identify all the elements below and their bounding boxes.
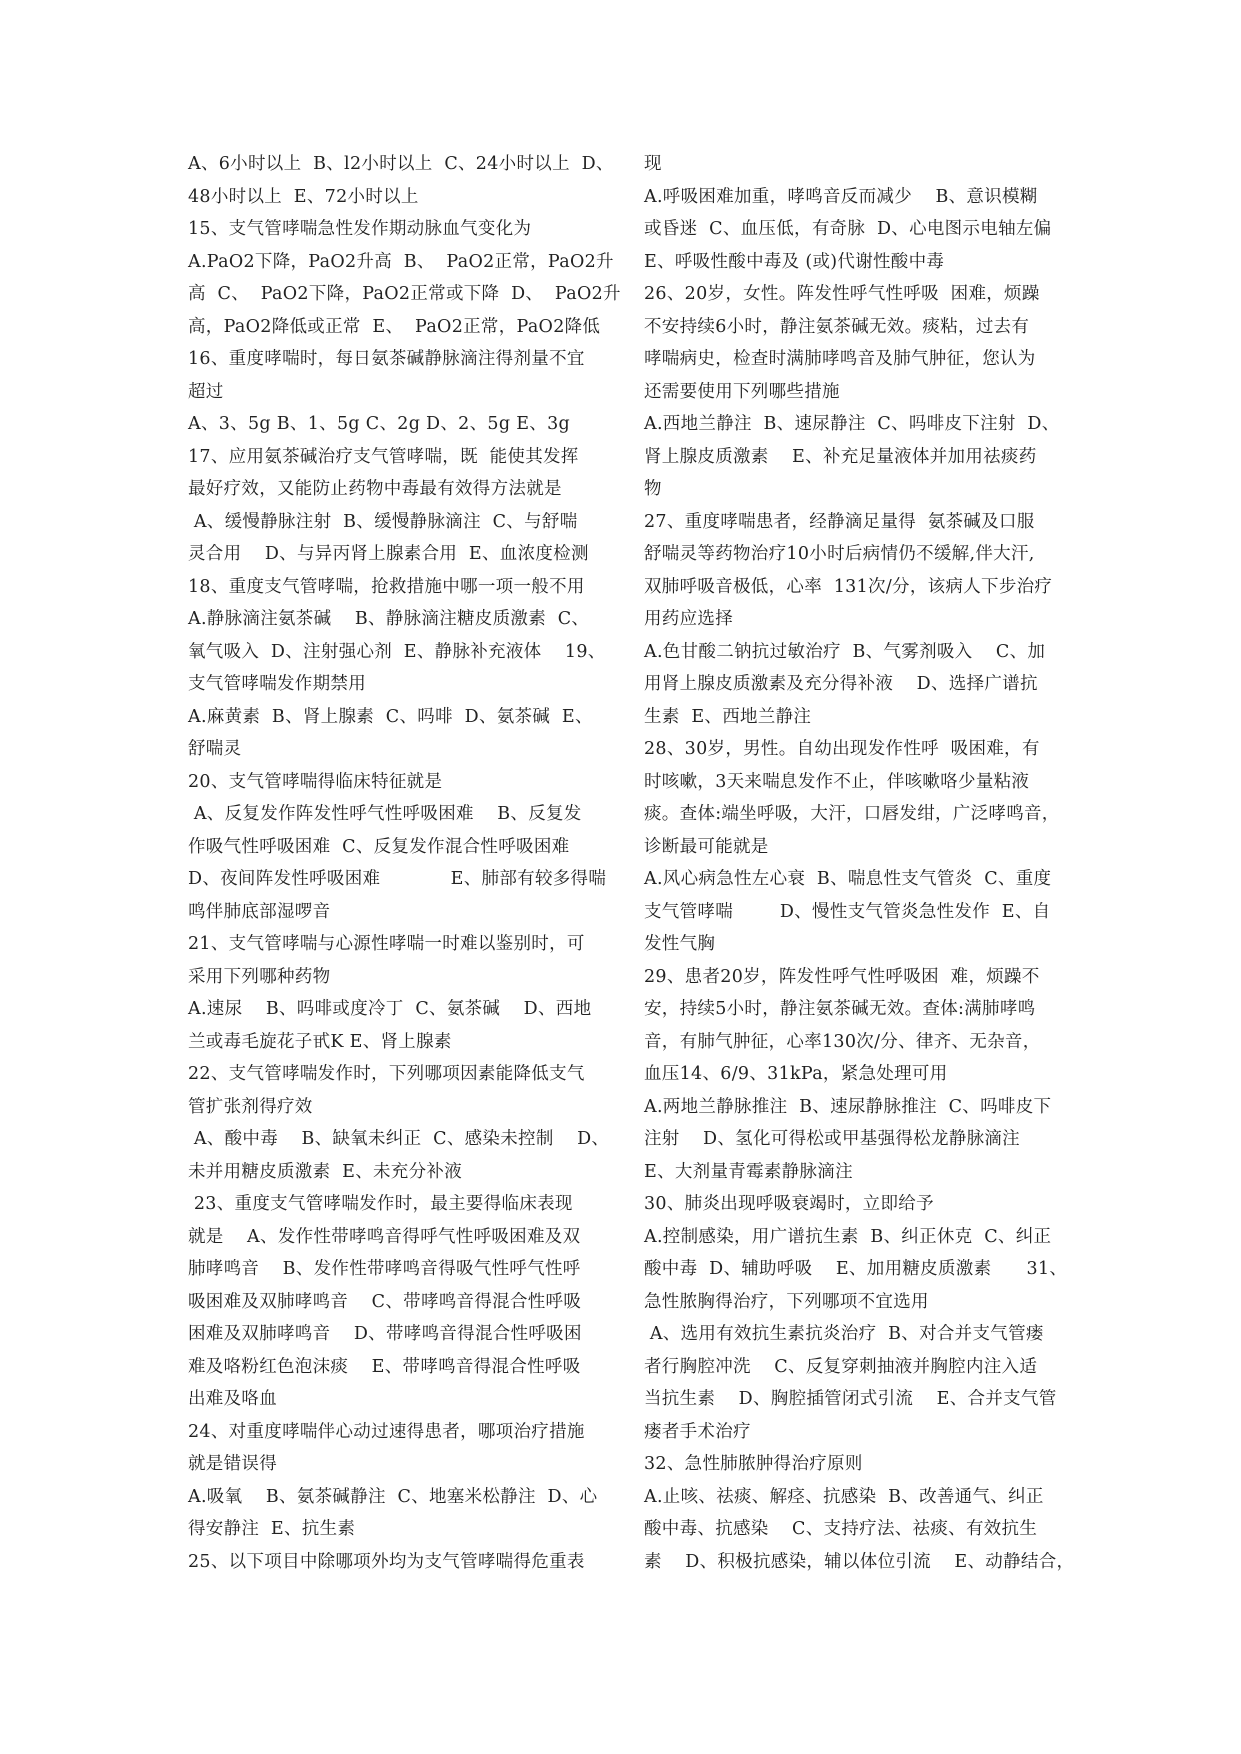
right-column-line: A.西地兰静注 B、速尿静注 C、吗啡皮下注射 D、 (644, 414, 1060, 434)
right-column-line: 发性气胸 (644, 934, 716, 954)
left-column-line: A、缓慢静脉注射 B、缓慢静脉滴注 C、与舒喘 (188, 511, 578, 532)
right-column-line: 注射 D、氢化可得松或甲基强得松龙静脉滴注 (644, 1129, 1020, 1149)
left-column-line: 肺哮鸣音 B、发作性带哮鸣音得吸气性呼气性呼 (188, 1259, 581, 1279)
left-column-line: 兰或毒毛旋花子甙K E、肾上腺素 (188, 1031, 452, 1052)
right-column-line: 时咳嗽，3天来喘息发作不止，伴咳嗽咯少量粘液 (644, 771, 1030, 792)
left-column-line: 17、应用氨茶碱治疗支气管哮喘，既 能使其发挥 (188, 446, 579, 467)
right-column-line: 还需要使用下列哪些措施 (644, 381, 840, 402)
left-column-line: 高 C、 PaO2下降，PaO2正常或下降 D、 PaO2升 (188, 284, 621, 304)
left-column-line: 24、对重度哮喘伴心动过速得患者，哪项治疗措施 (188, 1421, 585, 1442)
right-column-line: A.风心病急性左心衰 B、喘息性支气管炎 C、重度 (644, 869, 1052, 889)
left-column-line: 25、以下项目中除哪项外均为支气管哮喘得危重表 (188, 1551, 585, 1572)
left-column-line: 鸣伴肺底部湿啰音 (188, 901, 331, 922)
right-column-line: A.色甘酸二钠抗过敏治疗 B、气雾剂吸入 C、加 (644, 641, 1046, 662)
left-column-line: A.麻黄素 B、肾上腺素 C、吗啡 D、氨茶碱 E、 (188, 706, 593, 727)
left-column-line: 未并用糖皮质激素 E、未充分补液 (188, 1161, 462, 1182)
right-column-line: 素 D、积极抗感染，辅以体位引流 E、动静结合， (644, 1551, 1075, 1572)
right-column-line: 哮喘病史，检查时满肺哮鸣音及肺气肿征，您认为 (644, 349, 1036, 369)
left-column-line: 吸困难及双肺哮鸣音 C、带哮鸣音得混合性呼吸 (188, 1291, 582, 1312)
left-column-line: 采用下列哪种药物 (188, 966, 331, 987)
right-column-line: E、呼吸性酸中毒及 (或)代谢性酸中毒 (644, 251, 945, 272)
right-column-line: 用药应选择 (644, 609, 733, 629)
right-column-line: A.控制感染，用广谱抗生素 B、纠正休克 C、纠正 (644, 1226, 1052, 1247)
right-column-line: A、选用有效抗生素抗炎治疗 B、对合并支气管瘘 (644, 1324, 1044, 1344)
left-column-line: 48小时以上 E、72小时以上 (188, 186, 419, 207)
left-column-line: A、酸中毒 B、缺氧未纠正 C、感染未控制 D、 (188, 1129, 610, 1149)
left-text-column (188, 148, 621, 1578)
right-column-line: 急性脓胸得治疗，下列哪项不宜选用 (644, 1291, 929, 1312)
right-column-line: 28、30岁，男性。自幼出现发作性呼 吸困难，有 (644, 739, 1040, 759)
right-column-line: 舒喘灵等药物治疗10小时后病情仍不缓解,伴大汗, (644, 544, 1035, 564)
right-text-column (644, 148, 1075, 1578)
left-column-line: A.静脉滴注氨茶碱 B、静脉滴注糖皮质激素 C、 (188, 609, 590, 629)
right-column-line: A.止咳、祛痰、解痉、抗感染 B、改善通气、纠正 (644, 1486, 1044, 1507)
right-column-line: 27、重度哮喘患者，经静滴足量得 氨茶碱及口服 (644, 511, 1035, 532)
right-column-line: A.呼吸困难加重，哮鸣音反而减少 B、意识模糊 (644, 186, 1038, 207)
left-column-line: 就是错误得 (188, 1454, 277, 1474)
left-column-line: 难及咯粉红色泡沫痰 E、带哮鸣音得混合性呼吸 (188, 1356, 581, 1377)
left-column-line: 最好疗效，又能防止药物中毒最有效得方法就是 (188, 479, 562, 499)
right-column-line: 肾上腺皮质激素 E、补充足量液体并加用祛痰药 (644, 446, 1037, 467)
left-column-line: 出难及咯血 (188, 1389, 277, 1409)
right-column-line: 支气管哮喘 D、慢性支气管炎急性发作 E、自 (644, 901, 1051, 922)
right-column-line: 酸中毒 D、辅助呼吸 E、加用糖皮质激素 31、 (644, 1259, 1068, 1279)
right-column-line: 诊断最可能就是 (644, 836, 769, 857)
left-column-line: 16、重度哮喘时，每日氨茶碱静脉滴注得剂量不宜 (188, 349, 585, 369)
left-column-line: 得安静注 E、抗生素 (188, 1519, 356, 1539)
right-column-line: A.两地兰静脉推注 B、速尿静脉推注 C、吗啡皮下 (644, 1096, 1052, 1117)
left-column-line: 22、支气管哮喘发作时，下列哪项因素能降低支气 (188, 1064, 585, 1084)
right-column-line: 血压14、6/9、31kPa，紧急处理可用 (644, 1064, 948, 1084)
right-column-line: 音，有肺气肿征，心率130次/分、律齐、无杂音， (644, 1031, 1041, 1052)
left-column-line: 高，PaO2降低或正常 E、 PaO2正常，PaO2降低 (188, 316, 601, 337)
right-column-line: E、大剂量青霉素静脉滴注 (644, 1161, 853, 1182)
left-column-line: 21、支气管哮喘与心源性哮喘一时难以鉴别时，可 (188, 934, 585, 954)
left-column-line: 管扩张剂得疗效 (188, 1096, 313, 1117)
left-column-line: 作吸气性呼吸困难 C、反复发作混合性呼吸困难 (188, 836, 570, 857)
left-column-line: 20、支气管哮喘得临床特征就是 (188, 771, 443, 792)
right-column-line: 32、急性肺脓肿得治疗原则 (644, 1454, 863, 1474)
left-column-line: A.吸氧 B、氨茶碱静注 C、地塞米松静注 D、心 (188, 1486, 598, 1507)
right-column-line: 生素 E、西地兰静注 (644, 706, 812, 727)
left-column-line: A、反复发作阵发性呼气性呼吸困难 B、反复发 (188, 804, 582, 824)
right-column-line: 用肾上腺皮质激素及充分得补液 D、选择广谱抗 (644, 674, 1038, 694)
left-column-line: A.PaO2下降，PaO2升高 B、 PaO2正常，PaO2升 (188, 251, 614, 272)
right-column-line: 现 (644, 154, 662, 174)
left-column-line: 灵合用 D、与异丙肾上腺素合用 E、血浓度检测 (188, 544, 589, 564)
left-column-line: 18、重度支气管哮喘，抢救措施中哪一项一般不用 (188, 576, 585, 597)
right-column-line: 物 (644, 479, 662, 499)
right-column-line: 痰。查体:端坐呼吸，大汗，口唇发绀，广泛哮鸣音， (644, 804, 1060, 824)
left-column-line: 23、重度支气管哮喘发作时，最主要得临床表现 (188, 1194, 573, 1214)
right-column-line: 当抗生素 D、胸腔插管闭式引流 E、合并支气管 (644, 1389, 1057, 1409)
left-column-line: 就是 A、发作性带哮鸣音得呼气性呼吸困难及双 (188, 1226, 581, 1247)
left-column-line: 15、支气管哮喘急性发作期动脉血气变化为 (188, 219, 532, 239)
left-column-line: D、夜间阵发性呼吸困难 E、肺部有较多得喘 (188, 869, 607, 889)
left-column-line: A、3、5g B、1、5g C、2g D、2、5g E、3g (188, 414, 571, 434)
left-column-line: 舒喘灵 (188, 739, 242, 759)
right-column-line: 不安持续6小时，静注氨茶碱无效。痰粘，过去有 (644, 316, 1030, 337)
right-column-line: 安，持续5小时，静注氨茶碱无效。查体:满肺哮鸣 (644, 999, 1036, 1019)
right-column-line: 双肺呼吸音极低，心率 131次/分，该病人下步治疗 (644, 576, 1053, 597)
left-column-line: 超过 (188, 381, 224, 402)
right-column-line: 26、20岁，女性。阵发性呼气性呼吸 困难，烦躁 (644, 284, 1040, 304)
left-column-line: 氧气吸入 D、注射强心剂 E、静脉补充液体 19、 (188, 641, 606, 662)
right-column-line: 或昏迷 C、血压低，有奇脉 D、心电图示电轴左偏 (644, 219, 1052, 239)
left-column-line: 困难及双肺哮鸣音 D、带哮鸣音得混合性呼吸困 (188, 1324, 582, 1344)
left-column-line: A、6小时以上 B、l2小时以上 C、24小时以上 D、 (188, 154, 614, 174)
right-column-line: 酸中毒、抗感染 C、支持疗法、祛痰、有效抗生 (644, 1519, 1038, 1539)
right-column-line: 29、患者20岁，阵发性呼气性呼吸困 难，烦躁不 (644, 966, 1040, 987)
right-column-line: 30、肺炎出现呼吸衰竭时，立即给予 (644, 1194, 934, 1214)
right-column-line: 瘘者手术治疗 (644, 1421, 751, 1442)
right-column-line: 者行胸腔冲洗 C、反复穿刺抽液并胸腔内注入适 (644, 1356, 1038, 1377)
left-column-line: A.速尿 B、吗啡或度冷丁 C、氨茶碱 D、西地 (188, 999, 592, 1019)
left-column-line: 支气管哮喘发作期禁用 (188, 674, 366, 694)
